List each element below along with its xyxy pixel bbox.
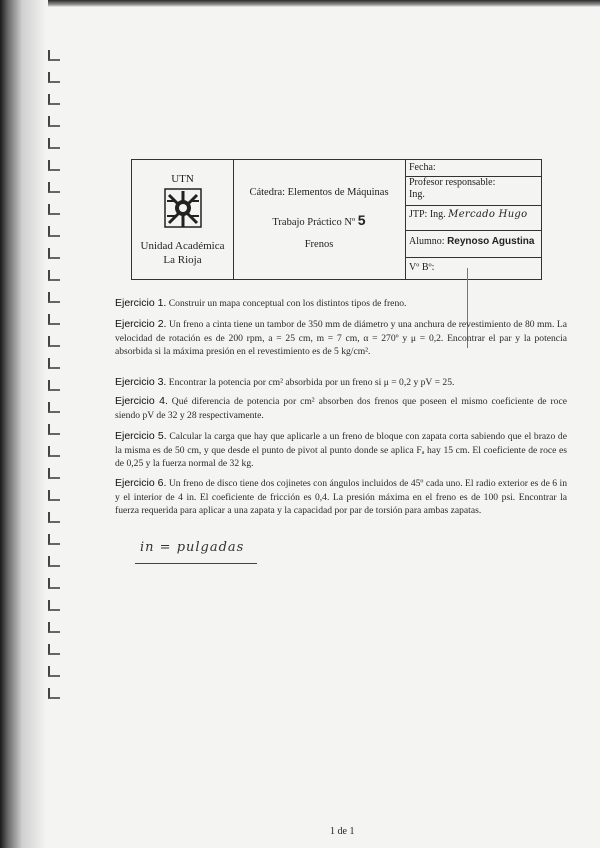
academic-unit: Unidad Académica La Rioja bbox=[140, 240, 225, 266]
assignment-title: Trabajo Práctico Nº 5 bbox=[272, 212, 366, 228]
professor-field: Profesor responsable: bbox=[409, 177, 496, 188]
exercise-5: Ejercicio 5. Calcular la carga que hay que aplicarle a un freno de bloque con zapata corta sabiendo que el brazo de la misma es de 50 cm, y que desde el punto de pivot al punto donde se aplica Fₐ hay 15 cm. El coeficiente de roce es de 0,25 y la fuerza normal de 32 kg. bbox=[115, 430, 567, 470]
course-block bbox=[233, 160, 405, 279]
note-underline bbox=[135, 563, 257, 564]
student-name: Reynoso Agustina bbox=[447, 236, 535, 247]
binding-marks bbox=[48, 50, 68, 730]
exercise-1: Ejercicio 1. Construir un mapa conceptual con los distintos tipos de freno. bbox=[115, 297, 407, 309]
date-field: Fecha: bbox=[409, 162, 436, 173]
jtp-field: JTP: Ing. Mercado Hugo bbox=[409, 209, 528, 220]
binding-shadow bbox=[0, 0, 48, 848]
exercise-6: Ejercicio 6. Un freno de disco tiene dos cojinetes con ángulos incluidos de 45º cada uno. El radio exterior es de 6 in y el interior de 4 in. El coeficiente de fricción es 0,4. La presión máxima en el freno es de 100 psi. Encontrar la fuerza requerida para aplicar a una zapata y la capacidad por par de torsión para ambas zapatas. bbox=[115, 477, 567, 517]
student-field: Alumno: Reynoso Agustina bbox=[409, 236, 535, 247]
exercise-4: Ejercicio 4. Qué diferencia de potencia por cm² absorben dos frenos que poseen el mismo coeficiente de roce siendo pV de 32 y 28 respectivamente. bbox=[115, 395, 567, 421]
topic: Frenos bbox=[304, 239, 334, 250]
course-name: Cátedra: Elementos de Máquinas bbox=[249, 187, 389, 198]
header-table bbox=[131, 159, 542, 280]
exercise-2: Ejercicio 2. Un freno a cinta tiene un tambor de 350 mm de diámetro y una anchura de revestimiento de 80 mm. La velocidad de rotación es de 200 rpm, a = 25 cm, m = 7 cm, α = 270º y μ = 0,2. Encontrar el par y la potencia absorbida si la máxima presión en el revestimiento es de 5 kg/cm². bbox=[115, 318, 567, 358]
page-number: 1 de 1 bbox=[330, 826, 355, 837]
approval-field: Vº Bº: bbox=[409, 262, 435, 273]
exercise-3: Ejercicio 3. Encontrar la potencia por cm² absorbida por un freno si μ = 0,2 y pV = 25. bbox=[115, 376, 455, 388]
institution-block bbox=[132, 160, 233, 279]
utn-logo-icon bbox=[163, 187, 203, 229]
institution-short: UTN bbox=[171, 173, 194, 185]
jtp-signature: Mercado Hugo bbox=[448, 209, 528, 220]
assignment-number: 5 bbox=[357, 212, 366, 228]
professor-name-field: Ing. bbox=[409, 189, 425, 200]
handwritten-note: in = pulgadas bbox=[140, 540, 245, 555]
scan-top-edge bbox=[0, 0, 600, 7]
